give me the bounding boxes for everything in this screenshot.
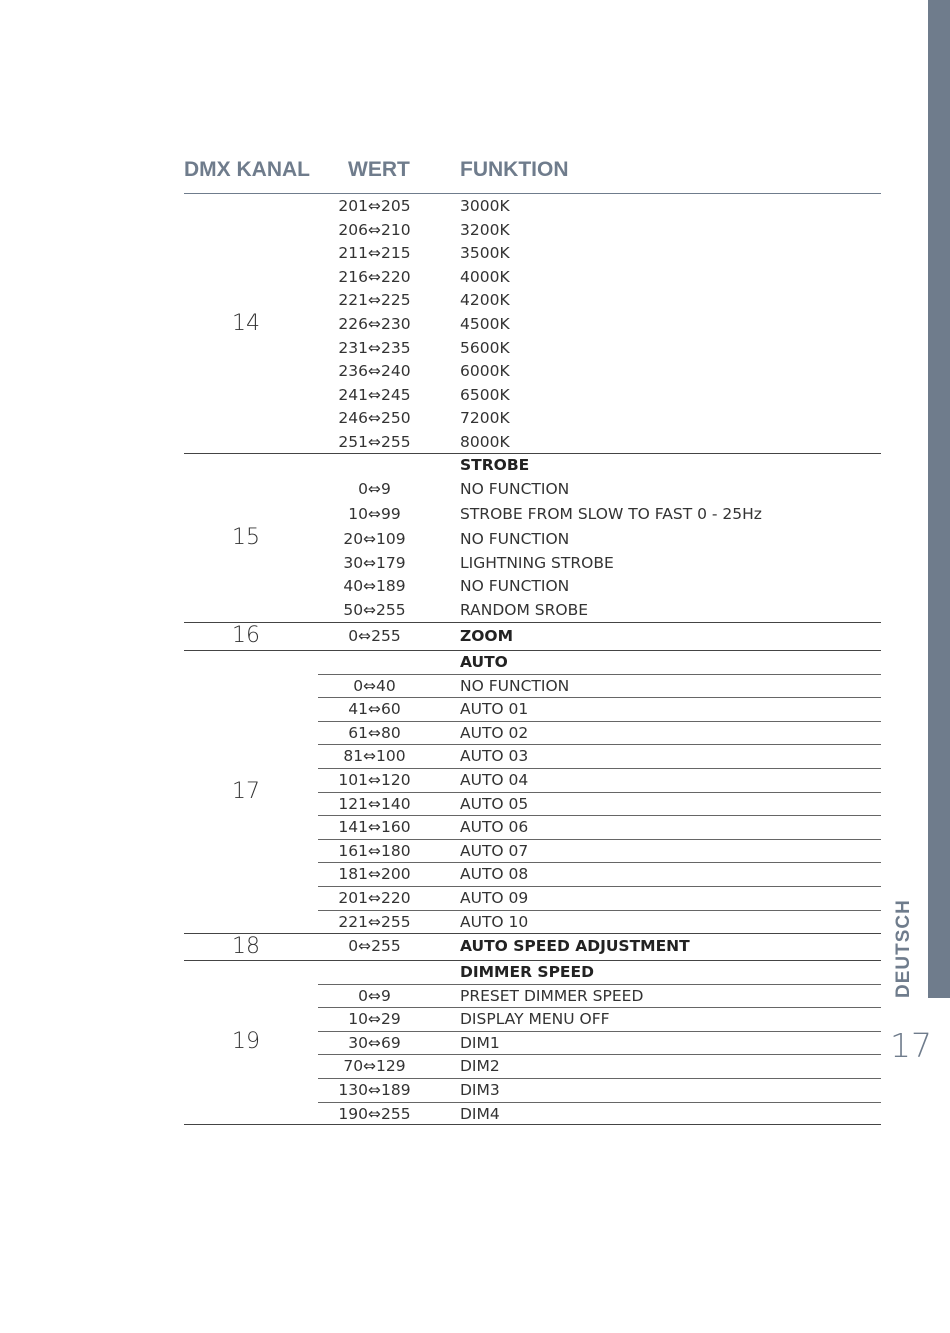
table-row	[0, 887, 950, 910]
table-row	[0, 1103, 950, 1126]
channel-number: 15	[232, 525, 260, 550]
row-function: 3500K	[460, 244, 510, 263]
row-value: 201⇔205	[338, 197, 411, 215]
table-row	[0, 816, 950, 839]
table-row	[0, 503, 950, 526]
table-row	[0, 478, 950, 501]
channel-number: 14	[232, 311, 260, 336]
table-row	[0, 599, 950, 622]
row-function: RANDOM SROBE	[460, 601, 589, 619]
table-row	[0, 769, 950, 792]
row-value: 20⇔109	[343, 530, 406, 549]
row-function: 4500K	[460, 315, 510, 333]
table-row	[0, 195, 950, 218]
table-row	[0, 911, 950, 934]
row-function: NO FUNCTION	[460, 676, 570, 695]
row-value: 130⇔189	[338, 1081, 411, 1099]
row-value: 181⇔200	[338, 865, 411, 884]
row-function: DIM2	[460, 1057, 500, 1076]
row-value: 0⇔255	[348, 627, 401, 645]
row-function: 6000K	[460, 362, 510, 381]
row-value: 221⇔255	[338, 912, 411, 931]
header-value: WERT	[348, 158, 410, 181]
row-function: PRESET DIMMER SPEED	[460, 986, 644, 1005]
group-divider	[184, 1124, 881, 1125]
row-value: 10⇔99	[348, 504, 401, 523]
row-function: DIM3	[460, 1081, 500, 1099]
row-value: 226⇔230	[338, 315, 411, 333]
row-value: 0⇔9	[358, 479, 391, 498]
row-value: 190⇔255	[338, 1104, 411, 1123]
channel-number: 19	[232, 1029, 260, 1054]
row-value: 236⇔240	[338, 362, 411, 381]
table-row	[0, 745, 950, 768]
row-value: 70⇔129	[343, 1057, 406, 1076]
row-function: DIM1	[460, 1033, 500, 1052]
table-row	[0, 961, 950, 984]
row-function: AUTO 06	[460, 818, 529, 837]
table-row	[0, 651, 950, 674]
row-value: 50⇔255	[343, 601, 406, 619]
row-value: 246⇔250	[338, 409, 411, 428]
row-value: 101⇔120	[338, 771, 411, 789]
table-row	[0, 675, 950, 698]
row-function: 8000K	[460, 433, 510, 451]
table-row	[0, 454, 950, 477]
row-value: 251⇔255	[338, 433, 411, 451]
row-value: 0⇔40	[353, 676, 396, 695]
row-function: AUTO 02	[460, 723, 529, 742]
table-row	[0, 935, 950, 958]
row-function: 4200K	[460, 291, 510, 310]
row-function: LIGHTNING STROBE	[460, 553, 614, 572]
channel-number: 18	[232, 934, 260, 959]
table-row	[0, 360, 950, 383]
table-row	[0, 219, 950, 242]
channel-number: 17	[232, 779, 260, 804]
table-row	[0, 337, 950, 360]
row-value: 141⇔160	[338, 818, 411, 837]
table-row	[0, 407, 950, 430]
row-function: AUTO SPEED ADJUSTMENT	[460, 937, 690, 955]
row-function: AUTO 01	[460, 700, 529, 719]
row-value: 221⇔225	[338, 291, 411, 310]
row-value: 0⇔255	[348, 937, 401, 955]
header-channel: DMX KANAL	[184, 158, 310, 181]
table-row	[0, 722, 950, 745]
row-function: NO FUNCTION	[460, 530, 570, 549]
table-row	[0, 384, 950, 407]
table-row	[0, 575, 950, 598]
table-row	[0, 698, 950, 721]
row-function: AUTO 10	[460, 912, 529, 931]
row-function: AUTO 09	[460, 889, 529, 907]
row-value: 30⇔69	[348, 1033, 401, 1052]
row-value: 121⇔140	[338, 794, 411, 813]
row-function: NO FUNCTION	[460, 479, 570, 498]
row-function: AUTO 08	[460, 865, 529, 884]
table-row	[0, 985, 950, 1008]
table-row	[0, 552, 950, 575]
table-row	[0, 528, 950, 551]
table-row	[0, 863, 950, 886]
row-function: STROBE FROM SLOW TO FAST 0 - 25Hz	[460, 504, 762, 523]
row-function: AUTO 03	[460, 747, 529, 766]
row-value: 40⇔189	[343, 577, 406, 596]
row-value: 41⇔60	[348, 700, 401, 719]
row-value: 216⇔220	[338, 267, 411, 286]
row-function: 3200K	[460, 220, 510, 239]
table-row	[0, 840, 950, 863]
row-function: 6500K	[460, 385, 510, 404]
row-function: ZOOM	[460, 627, 514, 645]
row-value: 81⇔100	[343, 747, 406, 766]
row-function: NO FUNCTION	[460, 577, 570, 596]
table-row	[0, 1055, 950, 1078]
row-function: AUTO 07	[460, 841, 529, 860]
table-row	[0, 431, 950, 454]
row-value: 161⇔180	[338, 841, 411, 860]
channel-number: 16	[232, 623, 260, 648]
language-label: DEUTSCH	[893, 899, 914, 998]
table-row	[0, 289, 950, 312]
table-row	[0, 313, 950, 336]
row-value: 201⇔220	[338, 889, 411, 907]
row-value: 10⇔29	[348, 1010, 401, 1029]
row-value: 61⇔80	[348, 723, 401, 742]
table-row	[0, 1008, 950, 1031]
row-function: 7200K	[460, 409, 510, 428]
row-function: AUTO 05	[460, 794, 529, 813]
row-function: 5600K	[460, 338, 510, 357]
row-function: DIMMER SPEED	[460, 963, 594, 981]
row-function: STROBE	[460, 456, 530, 474]
row-function: DISPLAY MENU OFF	[460, 1010, 610, 1029]
table-row	[0, 1032, 950, 1055]
row-value: 30⇔179	[343, 553, 406, 572]
row-value: 0⇔9	[358, 986, 391, 1005]
page-number: 17	[890, 1026, 932, 1065]
row-value: 241⇔245	[338, 385, 411, 404]
table-row	[0, 266, 950, 289]
row-function: AUTO	[460, 653, 508, 671]
row-value: 211⇔215	[338, 244, 411, 263]
table-row	[0, 625, 950, 648]
table-row	[0, 1079, 950, 1102]
row-function: AUTO 04	[460, 771, 529, 789]
table-row	[0, 793, 950, 816]
row-value: 231⇔235	[338, 338, 411, 357]
header-function: FUNKTION	[460, 158, 569, 181]
row-function: 4000K	[460, 267, 510, 286]
row-value: 206⇔210	[338, 220, 411, 239]
row-function: DIM4	[460, 1104, 500, 1123]
table-row	[0, 242, 950, 265]
row-function: 3000K	[460, 197, 510, 215]
